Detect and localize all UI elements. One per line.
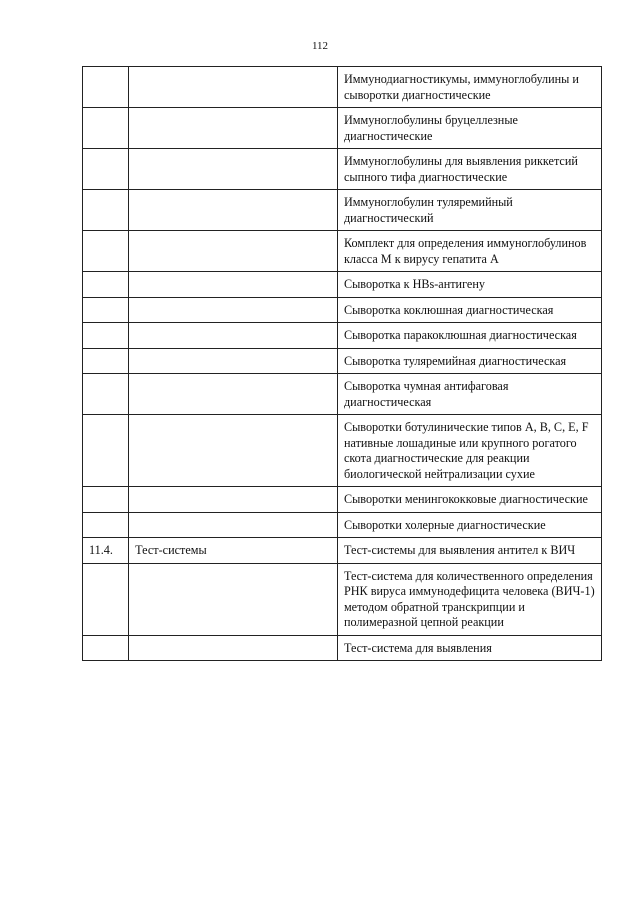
table-row: [83, 374, 602, 415]
row-number-cell: 11.4.: [83, 538, 129, 564]
row-number-cell: [83, 67, 129, 108]
table-row: [83, 348, 602, 374]
group-cell: [129, 415, 338, 487]
table-row: [83, 538, 602, 564]
group-cell: [129, 323, 338, 349]
row-number-cell: [83, 635, 129, 661]
table-row: [83, 190, 602, 231]
row-number-cell: [83, 348, 129, 374]
item-cell: Сыворотка чумная антифаговая диагностическая: [337, 374, 601, 415]
item-cell: Иммуноглобулины для выявления риккетсий сыпного тифа диагностические: [337, 149, 601, 190]
table-row: [83, 487, 602, 513]
row-number-cell: [83, 415, 129, 487]
row-number-cell: [83, 512, 129, 538]
row-number-cell: [83, 487, 129, 513]
row-number-cell: [83, 231, 129, 272]
group-cell: Тест-системы: [129, 538, 338, 564]
table-row: [83, 635, 602, 661]
group-cell: [129, 348, 338, 374]
group-cell: [129, 512, 338, 538]
row-number-cell: [83, 149, 129, 190]
group-cell: [129, 563, 338, 635]
item-cell: Сыворотка туляремийная диагностическая: [337, 348, 601, 374]
item-cell: Сыворотка к HBs-антигену: [337, 272, 601, 298]
table-row: [83, 512, 602, 538]
item-cell: Сыворотка паракоклюшная диагностическая: [337, 323, 601, 349]
item-cell: Сыворотка коклюшная диагностическая: [337, 297, 601, 323]
row-number-cell: [83, 190, 129, 231]
table-row: [83, 415, 602, 487]
table-row: [83, 323, 602, 349]
item-cell: Сыворотки менингококковые диагностические: [337, 487, 601, 513]
group-cell: [129, 272, 338, 298]
group-cell: [129, 149, 338, 190]
row-number-cell: [83, 323, 129, 349]
row-number-cell: [83, 563, 129, 635]
item-cell: Тест-система для выявления: [337, 635, 601, 661]
table-row: [83, 272, 602, 298]
group-cell: [129, 190, 338, 231]
item-cell: Иммуноглобулин туляремийный диагностический: [337, 190, 601, 231]
table-row: [83, 149, 602, 190]
item-cell: Сыворотки ботулинические типов А, В, С, Е, F нативные лошадиные или крупного рогатого скота диагностические для реакции биологической нейтрализации сухие: [337, 415, 601, 487]
page-number: 112: [311, 40, 329, 52]
table-row: [83, 108, 602, 149]
item-cell: Тест-система для количественного определения РНК вируса иммунодефицита человека (ВИЧ-1) методом обратной транскрипции и полимеразной цепной реакции: [337, 563, 601, 635]
group-cell: [129, 108, 338, 149]
row-number-cell: [83, 297, 129, 323]
item-cell: Иммунодиагностикумы, иммуноглобулины и сыворотки диагностические: [337, 67, 601, 108]
table-body: [83, 67, 602, 661]
document-table: [82, 66, 602, 661]
group-cell: [129, 487, 338, 513]
table-row: [83, 297, 602, 323]
table-row: [83, 231, 602, 272]
item-cell: Тест-системы для выявления антител к ВИЧ: [337, 538, 601, 564]
group-cell: [129, 67, 338, 108]
row-number-cell: [83, 108, 129, 149]
item-cell: Иммуноглобулины бруцеллезные диагностические: [337, 108, 601, 149]
group-cell: [129, 635, 338, 661]
row-number-cell: [83, 272, 129, 298]
item-cell: Комплект для определения иммуноглобулинов класса М к вирусу гепатита А: [337, 231, 601, 272]
row-number-cell: [83, 374, 129, 415]
item-cell: Сыворотки холерные диагностические: [337, 512, 601, 538]
group-cell: [129, 231, 338, 272]
table-row: [83, 563, 602, 635]
group-cell: [129, 374, 338, 415]
group-cell: [129, 297, 338, 323]
table-row: [83, 67, 602, 108]
